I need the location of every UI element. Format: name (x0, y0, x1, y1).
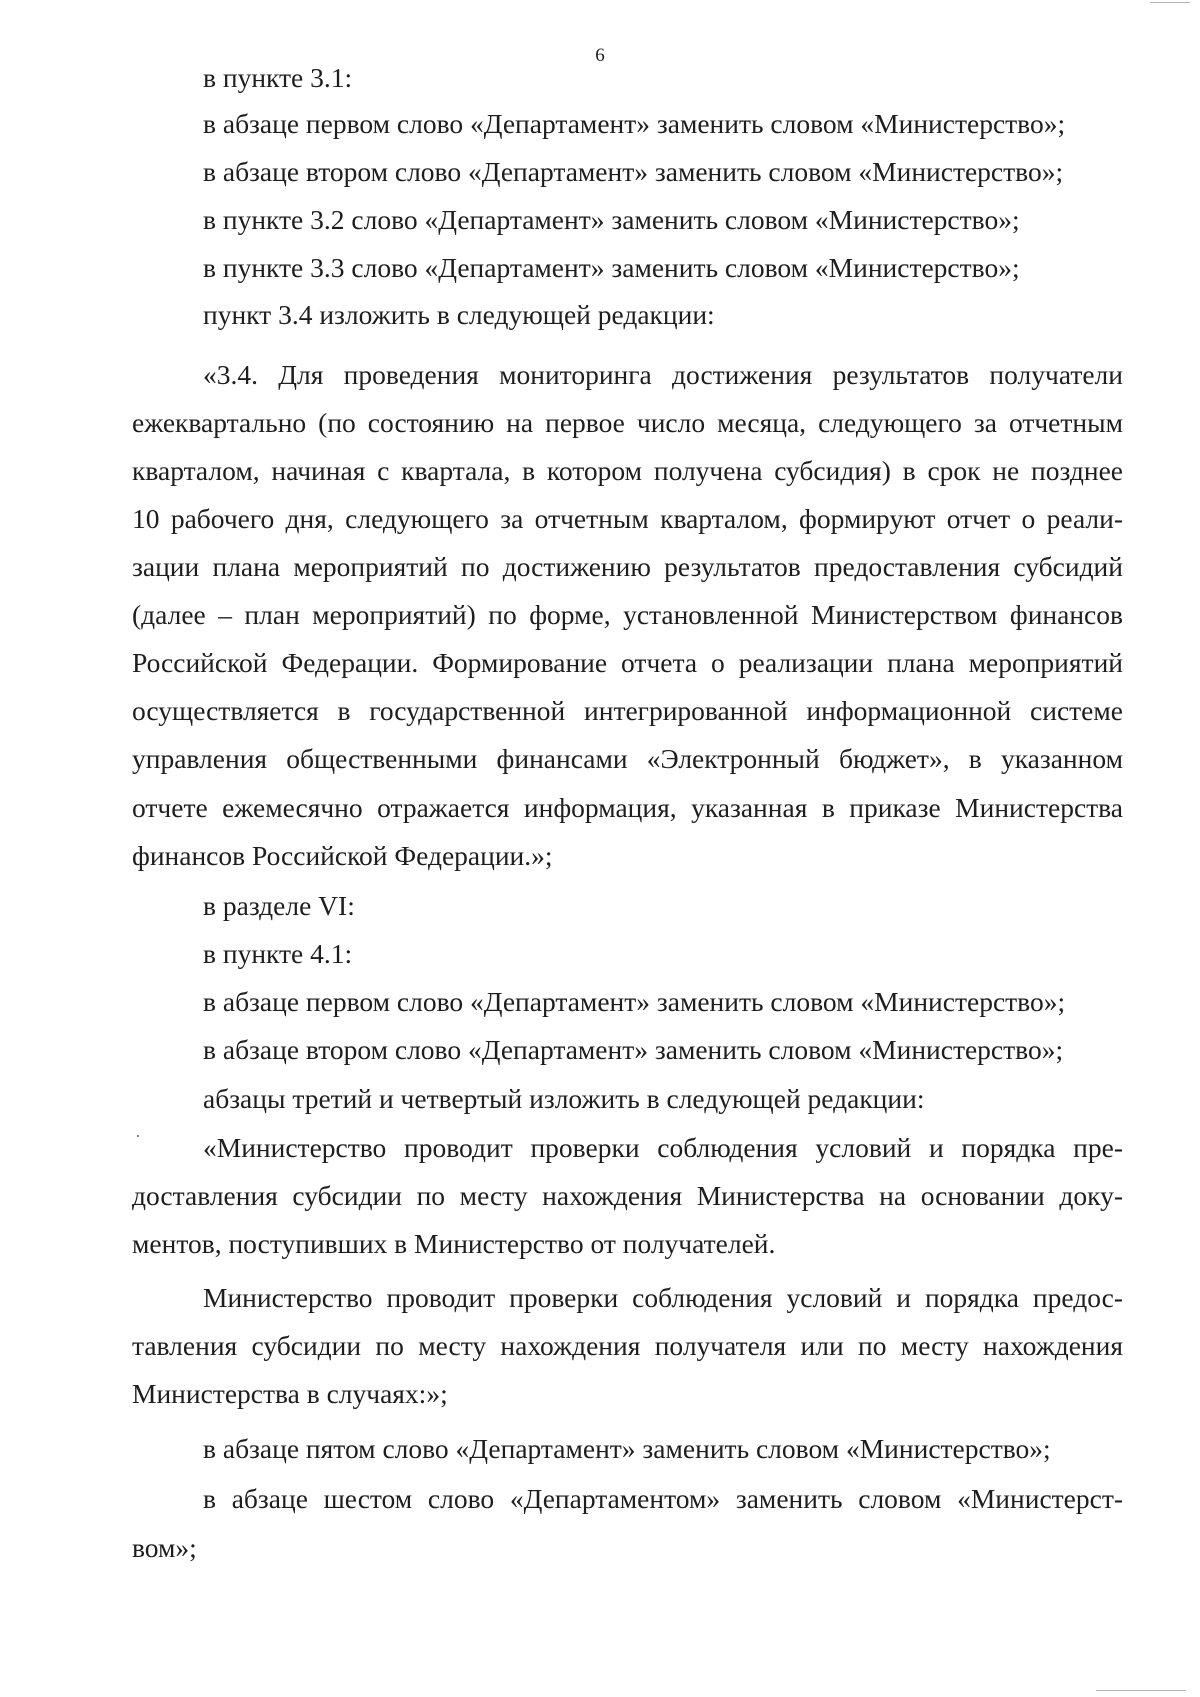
text-line: абзацы третий и четвертый изложить в следующей редакции: (203, 1083, 925, 1114)
text-line: Министерство проводит проверки соблюдения условий и порядка предос- (203, 1282, 1123, 1313)
text-line: в абзаце втором слово «Департамент» заменить словом «Министерство»; (203, 156, 1064, 187)
text-line: в абзаце шестом слово «Департаментом» заменить словом «Министерст- (203, 1483, 1123, 1514)
text-line: ментов, поступивших в Министерство от получателей. (132, 1228, 776, 1259)
text-line: 10 рабочего дня, следующего за отчетным кварталом, формируют отчет о реали- (132, 503, 1123, 534)
scan-edge-mark (1096, 1690, 1186, 1691)
text-line: (далее – план мероприятий) по форме, установленной Министерством финансов (132, 599, 1123, 630)
text-line: в пункте 3.1: (203, 62, 353, 93)
text-line: кварталом, начиная с квартала, в котором получена субсидия) в срок не позднее (132, 455, 1123, 486)
scan-speck (137, 1135, 139, 1137)
text-line: вом»; (132, 1532, 197, 1563)
text-line: в абзаце втором слово «Департамент» заменить словом «Министерство»; (203, 1034, 1064, 1065)
text-line: в абзаце первом слово «Департамент» заменить словом «Министерство»; (203, 108, 1066, 139)
text-line: в пункте 3.2 слово «Департамент» заменить словом «Министерство»; (203, 204, 1020, 235)
text-line: в пункте 4.1: (203, 938, 353, 969)
text-line: финансов Российской Федерации.»; (132, 840, 553, 871)
text-line: «3.4. Для проведения мониторинга достижения результатов получатели (203, 359, 1123, 390)
text-line: осуществляется в государственной интегрированной информационной системе (132, 695, 1123, 726)
text-line: «Министерство проводит проверки соблюдения условий и порядка пре- (203, 1132, 1123, 1163)
text-line: зации плана мероприятий по достижению результатов предоставления субсидий (132, 551, 1123, 582)
text-line: в разделе VI: (203, 890, 355, 921)
text-line: ежеквартально (по состоянию на первое число месяца, следующего за отчетным (132, 407, 1123, 438)
text-line: в пункте 3.3 слово «Департамент» заменить словом «Министерство»; (203, 252, 1020, 283)
scan-edge-mark (1150, 2, 1190, 3)
text-line: управления общественными финансами «Электронный бюджет», в указанном (132, 743, 1123, 774)
text-line: Министерства в случаях:»; (132, 1378, 448, 1409)
text-line: Российской Федерации. Формирование отчета о реализации плана мероприятий (132, 647, 1123, 678)
text-line: доставления субсидии по месту нахождения Министерства на основании доку- (132, 1180, 1123, 1211)
page-number: 6 (595, 45, 605, 66)
text-line: отчете ежемесячно отражается информация, указанная в приказе Министерства (132, 792, 1123, 823)
text-line: в абзаце пятом слово «Департамент» заменить словом «Министерство»; (203, 1433, 1051, 1464)
text-line: в абзаце первом слово «Департамент» заменить словом «Министерство»; (203, 986, 1066, 1017)
text-line: пункт 3.4 изложить в следующей редакции: (203, 299, 715, 330)
text-line: тавления субсидии по месту нахождения получателя или по месту нахождения (132, 1330, 1123, 1361)
